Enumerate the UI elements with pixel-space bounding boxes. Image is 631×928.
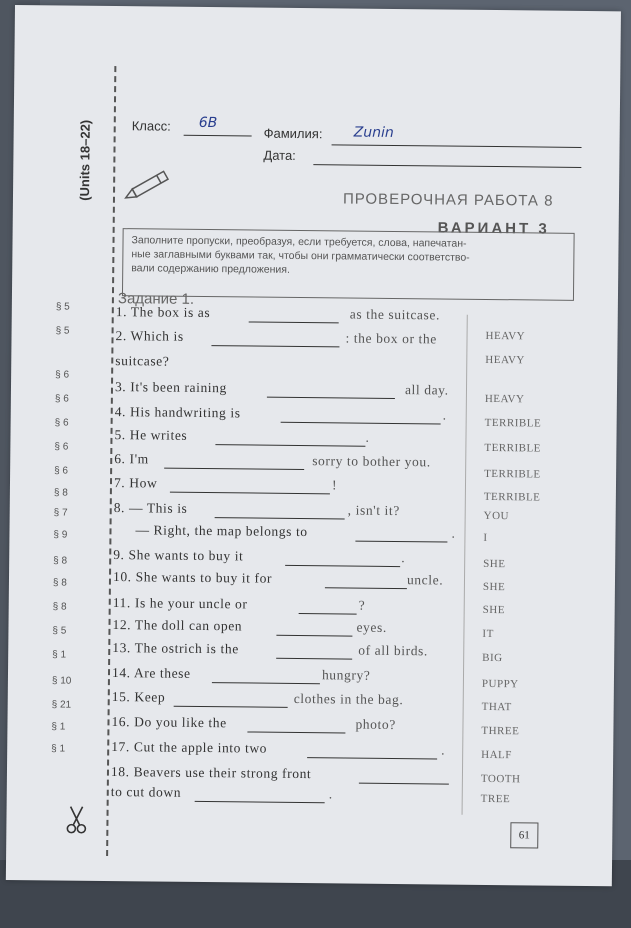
class-label: Класс:	[131, 118, 171, 134]
hint-word: TERRIBLE	[484, 441, 542, 455]
section-ref: § 7	[53, 507, 68, 519]
class-line	[184, 135, 252, 137]
section-ref: § 1	[52, 649, 67, 661]
question-text: 8. — This is	[113, 500, 188, 516]
hint-word: BIG	[482, 651, 503, 665]
hint-word: THAT	[481, 700, 512, 714]
section-ref: § 6	[54, 465, 69, 477]
section-ref: § 1	[51, 743, 66, 755]
section-ref: § 10	[51, 675, 72, 687]
question-text: 10. She wants to buy it for	[112, 569, 273, 586]
answer-blank[interactable]	[247, 731, 345, 733]
hint-word: THREE	[481, 724, 520, 738]
worksheet-page	[6, 5, 621, 886]
hint-word: TERRIBLE	[484, 467, 541, 481]
answer-column-divider	[462, 315, 468, 815]
answer-blank[interactable]	[164, 468, 304, 470]
hint-word: YOU	[483, 509, 510, 523]
test-title: ПРОВЕРОЧНАЯ РАБОТА 8	[342, 190, 554, 210]
question-text-end: : the box or the	[345, 330, 437, 347]
answer-blank[interactable]	[215, 444, 365, 447]
question-text: 9. She wants to buy it	[113, 547, 244, 564]
question-text: 12. The doll can open	[112, 617, 243, 634]
question-text-end: .	[451, 525, 456, 541]
question-text-end: hungry?	[321, 667, 371, 683]
answer-blank[interactable]	[276, 635, 352, 637]
section-ref: § 9	[53, 529, 68, 541]
section-ref: § 5	[55, 301, 70, 313]
hint-word: TERRIBLE	[483, 490, 541, 504]
section-ref: § 6	[54, 393, 69, 405]
section-ref: § 1	[51, 721, 66, 733]
answer-blank[interactable]	[267, 397, 395, 399]
hint-word: SHE	[482, 580, 506, 594]
question-text-end: .	[401, 550, 406, 566]
question-text-end: sorry to bother you.	[312, 453, 431, 470]
section-ref: § 5	[55, 325, 70, 337]
hint-word: SHE	[483, 557, 506, 571]
section-ref: § 6	[54, 417, 69, 429]
question-text-end: .	[365, 429, 370, 445]
question-text: suitcase?	[115, 353, 170, 369]
question-text: 7. How	[113, 475, 158, 491]
task-heading: Задание 1.	[117, 290, 195, 308]
question-text-end: eyes.	[356, 619, 387, 635]
question-text: 15. Keep	[111, 689, 166, 705]
section-ref: § 6	[55, 369, 70, 381]
question-text-end: uncle.	[406, 572, 444, 588]
answer-blank[interactable]	[355, 541, 447, 543]
question-text-end: of all birds.	[358, 642, 429, 659]
section-ref: § 6	[54, 441, 69, 453]
question-text: 18. Beavers use their strong front	[110, 764, 312, 782]
question-text: 2. Which is	[115, 328, 184, 344]
class-value[interactable]: 6В	[198, 114, 218, 132]
answer-blank[interactable]	[211, 345, 339, 347]
question-text-end: .	[328, 786, 333, 802]
surname-line	[332, 144, 582, 148]
question-text-end: as the suitcase.	[349, 306, 441, 323]
answer-blank[interactable]	[307, 757, 437, 759]
question-text: 11. Is he your uncle or	[112, 595, 248, 612]
section-ref: § 8	[52, 577, 67, 589]
answer-blank[interactable]	[359, 783, 449, 785]
instruction-line: вали содержанию предложения.	[131, 262, 290, 276]
hint-word: HEAVY	[484, 392, 525, 406]
question-text: 14. Are these	[111, 665, 191, 681]
question-text-end: ?	[358, 597, 366, 613]
question-text: 4. His handwriting is	[114, 404, 241, 421]
hint-word: I	[483, 531, 488, 544]
units-label: (Units 18–22)	[76, 119, 93, 201]
date-line[interactable]	[313, 164, 581, 168]
hint-word: SHE	[482, 603, 506, 617]
question-text-end: photo?	[355, 716, 396, 733]
answer-blank[interactable]	[325, 587, 407, 589]
answer-blank[interactable]	[281, 422, 441, 425]
answer-blank[interactable]	[195, 801, 325, 803]
answer-blank[interactable]	[285, 565, 400, 567]
page-number: 61	[510, 822, 538, 848]
section-ref: § 21	[51, 699, 72, 711]
question-text-end: .	[441, 742, 446, 758]
question-text-end: clothes in the bag.	[293, 690, 404, 708]
pencil-icon	[119, 166, 179, 207]
section-ref: § 8	[53, 487, 68, 499]
question-text: 13. The ostrich is the	[112, 640, 239, 657]
question-text: 6. I'm	[114, 451, 149, 467]
hint-word: HEAVY	[485, 353, 525, 367]
answer-blank[interactable]	[249, 321, 339, 323]
question-text: 16. Do you like the	[111, 714, 227, 731]
instruction-line: ные заглавными буквами так, чтобы они грамматически соответство-	[131, 248, 470, 264]
hint-word: TERRIBLE	[484, 416, 542, 430]
hint-word: HALF	[481, 748, 512, 762]
question-text-end: !	[331, 477, 338, 493]
hint-word: IT	[482, 627, 494, 641]
date-label: Дата:	[263, 147, 296, 163]
surname-label: Фамилия:	[263, 125, 323, 142]
question-text: — Right, the map belongs to	[135, 522, 308, 540]
question-text: 1. The box is as	[115, 304, 211, 321]
question-text-end: .	[442, 407, 447, 423]
answer-blank[interactable]	[299, 613, 357, 615]
question-text-end: , isn't it?	[347, 502, 400, 519]
scissors-icon	[64, 804, 88, 836]
hint-word: TREE	[480, 792, 511, 806]
hint-word: TOOTH	[480, 772, 521, 786]
answer-blank[interactable]	[276, 658, 352, 660]
surname-value[interactable]: Zunin	[353, 124, 394, 141]
answer-blank[interactable]	[174, 706, 288, 708]
question-text: 3. It's been raining	[114, 379, 227, 396]
hint-word: HEAVY	[485, 329, 526, 343]
section-ref: § 5	[52, 625, 67, 637]
question-text-end: all day.	[404, 382, 449, 398]
question-text: to cut down	[110, 784, 182, 800]
instruction-line: Заполните пропуски, преобразуя, если требуется, слова, напечатан-	[131, 234, 467, 250]
question-text: 17. Cut the apple into two	[111, 739, 268, 756]
answer-blank[interactable]	[215, 517, 345, 519]
answer-blank[interactable]	[212, 682, 320, 684]
question-text: 5. He writes	[114, 427, 188, 443]
section-ref: § 8	[53, 555, 68, 567]
variant-title: ВАРИАНТ 3	[437, 219, 550, 238]
answer-blank[interactable]	[170, 492, 330, 495]
section-ref: § 8	[52, 601, 67, 613]
hint-word: PUPPY	[481, 677, 519, 691]
